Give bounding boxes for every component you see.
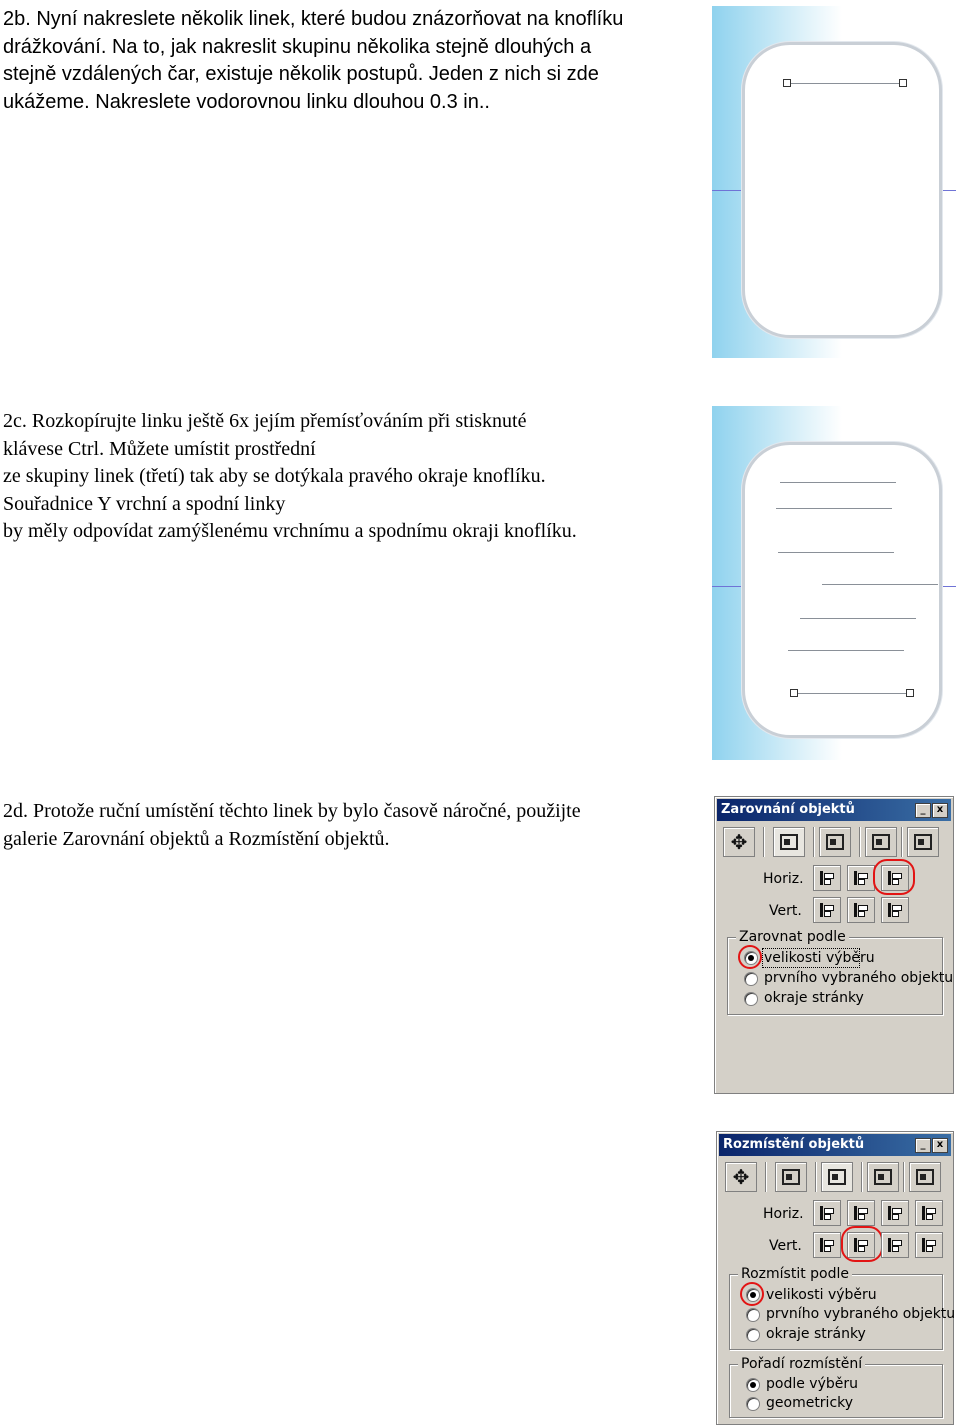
radio-first-selected[interactable]	[746, 1308, 760, 1322]
radio-page-edge[interactable]	[746, 1328, 760, 1342]
text-line: ukážeme. Nakreslete vodorovnou linku dlouhou 0.3 in..	[3, 90, 490, 113]
selection-handle	[783, 79, 791, 87]
distribution-order-group	[729, 1356, 943, 1418]
distribute-icon	[828, 1169, 846, 1185]
drawn-line	[788, 650, 904, 651]
horiz-label: Horiz.	[763, 1206, 804, 1222]
distribute-spacing-icon	[922, 1206, 936, 1220]
text-line: 2d. Protože ruční umístění těchto linek by bylo časově náročné, použijte	[3, 800, 581, 822]
align-objects-panel	[714, 796, 954, 1094]
distribute-bottom-icon	[888, 1238, 902, 1252]
tab-separator	[861, 1162, 862, 1192]
horiz-label: Horiz.	[763, 871, 804, 887]
distribute-left-button[interactable]	[813, 1200, 841, 1226]
distribute-right-icon	[888, 1206, 902, 1220]
transform-icon	[916, 1169, 934, 1185]
panel-title: Rozmístění objektů	[723, 1137, 865, 1152]
move-tab[interactable]	[723, 827, 755, 857]
option-label: prvního vybraného objektu	[764, 970, 954, 986]
move-icon: ✥	[732, 1165, 750, 1189]
group-title: Rozmístit podle	[738, 1265, 852, 1283]
group-title: Zarovnat podle	[736, 928, 849, 946]
size-icon	[872, 834, 890, 850]
align-icon	[780, 834, 798, 850]
highlight-ring	[841, 1226, 883, 1262]
text-line: 2c. Rozkopírujte linku ještě 6x jejím přemísťováním při stisknuté	[3, 410, 527, 432]
align-center-horizontal-button[interactable]	[847, 865, 875, 891]
distribute-icon	[826, 834, 844, 850]
drawn-line	[780, 482, 896, 483]
selection-handle	[790, 689, 798, 697]
option-label: podle výběru	[766, 1376, 858, 1392]
distribute-spacing-v-icon	[922, 1238, 936, 1252]
size-tab[interactable]	[867, 1162, 899, 1192]
drawn-line	[778, 552, 894, 553]
distribute-top-icon	[820, 1238, 834, 1252]
text-line: stejně vzdálených čar, existuje několik postupů. Jeden z nich si zde	[3, 63, 599, 86]
tab-separator	[903, 1162, 904, 1192]
distribute-objects-panel	[716, 1131, 954, 1425]
step-2d-text	[3, 798, 703, 853]
highlight-ring	[873, 859, 915, 895]
distribute-center-icon	[854, 1206, 868, 1220]
drawn-line	[822, 584, 938, 585]
panel-tab-row	[719, 825, 949, 859]
panel-titlebar	[717, 799, 951, 821]
tab-separator	[901, 827, 902, 857]
highlight-circle	[738, 945, 762, 969]
text-line: klávese Ctrl. Můžete umístit prostřední	[3, 437, 316, 460]
transform-tab[interactable]	[907, 827, 939, 857]
transform-icon	[914, 834, 932, 850]
move-tab[interactable]	[725, 1162, 757, 1192]
selection-handle	[899, 79, 907, 87]
figure-button-many-lines	[712, 406, 956, 760]
minimize-button[interactable]: _	[915, 803, 931, 818]
text-line: galerie Zarovnání objektů a Rozmístění objektů.	[3, 827, 390, 850]
option-label: prvního vybraného objektu	[766, 1306, 956, 1322]
tab-separator	[859, 827, 860, 857]
align-icon	[782, 1169, 800, 1185]
align-middle-icon	[854, 903, 868, 917]
align-top-icon	[820, 903, 834, 917]
drawn-line	[794, 693, 910, 694]
option-label: okraje stránky	[764, 990, 864, 1006]
drawn-line	[788, 83, 904, 84]
move-icon: ✥	[730, 830, 748, 854]
tab-separator	[813, 827, 814, 857]
tab-separator	[763, 827, 764, 857]
text-line: drážkování. Na to, jak nakreslit skupinu několika stejně dlouhých a	[3, 35, 592, 58]
text-line: Souřadnice Y vrchní a spodní linky	[3, 492, 286, 515]
align-top-button[interactable]	[813, 897, 841, 923]
option-label: okraje stránky	[766, 1326, 866, 1342]
radio-page-edge[interactable]	[744, 992, 758, 1006]
button-shape	[742, 42, 942, 338]
drawn-line	[776, 508, 892, 509]
group-title: Pořadí rozmístění	[738, 1355, 865, 1373]
transform-tab[interactable]	[909, 1162, 941, 1192]
distribute-by-group	[729, 1266, 956, 1350]
minimize-button[interactable]: _	[915, 1138, 931, 1153]
tab-separator	[815, 1162, 816, 1192]
size-tab[interactable]	[865, 827, 897, 857]
text-line: ze skupiny linek (třetí) tak aby se dotýkala pravého okraje knoflíku.	[3, 465, 546, 488]
distribute-tab[interactable]	[821, 1162, 853, 1192]
size-icon	[874, 1169, 892, 1185]
option-label: velikosti výběru	[764, 950, 875, 966]
distribute-spacing-v-button[interactable]	[915, 1232, 943, 1258]
align-left-icon	[820, 871, 834, 885]
radio-geometric[interactable]	[746, 1397, 760, 1411]
selection-handle	[906, 689, 914, 697]
distribute-right-button[interactable]	[881, 1200, 909, 1226]
option-label: velikosti výběru	[766, 1287, 877, 1303]
vert-label: Vert.	[769, 1238, 802, 1254]
step-2b-text	[3, 6, 703, 116]
align-bottom-button[interactable]	[881, 897, 909, 923]
close-button[interactable]: x	[932, 1138, 948, 1153]
option-label: geometricky	[766, 1395, 854, 1411]
vert-label: Vert.	[769, 903, 802, 919]
close-button[interactable]: x	[932, 803, 948, 818]
distribute-top-button[interactable]	[813, 1232, 841, 1258]
radio-first-selected[interactable]	[744, 972, 758, 986]
align-tab[interactable]	[775, 1162, 807, 1192]
step-2c-text	[3, 408, 703, 546]
highlight-circle	[740, 1282, 764, 1306]
tab-separator	[765, 1162, 766, 1192]
distribute-spacing-h-button[interactable]	[915, 1200, 943, 1226]
align-center-icon	[854, 871, 868, 885]
panel-titlebar	[719, 1134, 951, 1156]
distribute-tab[interactable]	[819, 827, 851, 857]
text-line: 2b. Nyní nakreslete několik linek, které budou znázorňovat na knoflíku	[3, 8, 624, 30]
drawn-line	[800, 618, 916, 619]
radio-by-selection[interactable]	[746, 1378, 760, 1392]
align-left-button[interactable]	[813, 865, 841, 891]
panel-tab-row	[721, 1160, 949, 1194]
text-line: by měly odpovídat zamýšlenému vrchnímu a spodnímu okraji knoflíku.	[3, 520, 577, 543]
align-by-group	[727, 929, 954, 1015]
figure-button-single-line	[712, 6, 956, 358]
distribute-bottom-button[interactable]	[881, 1232, 909, 1258]
distribute-left-icon	[820, 1206, 834, 1220]
align-tab[interactable]	[773, 827, 805, 857]
align-middle-button[interactable]	[847, 897, 875, 923]
align-bottom-icon	[888, 903, 902, 917]
distribute-center-h-button[interactable]	[847, 1200, 875, 1226]
panel-title: Zarovnání objektů	[721, 802, 855, 817]
